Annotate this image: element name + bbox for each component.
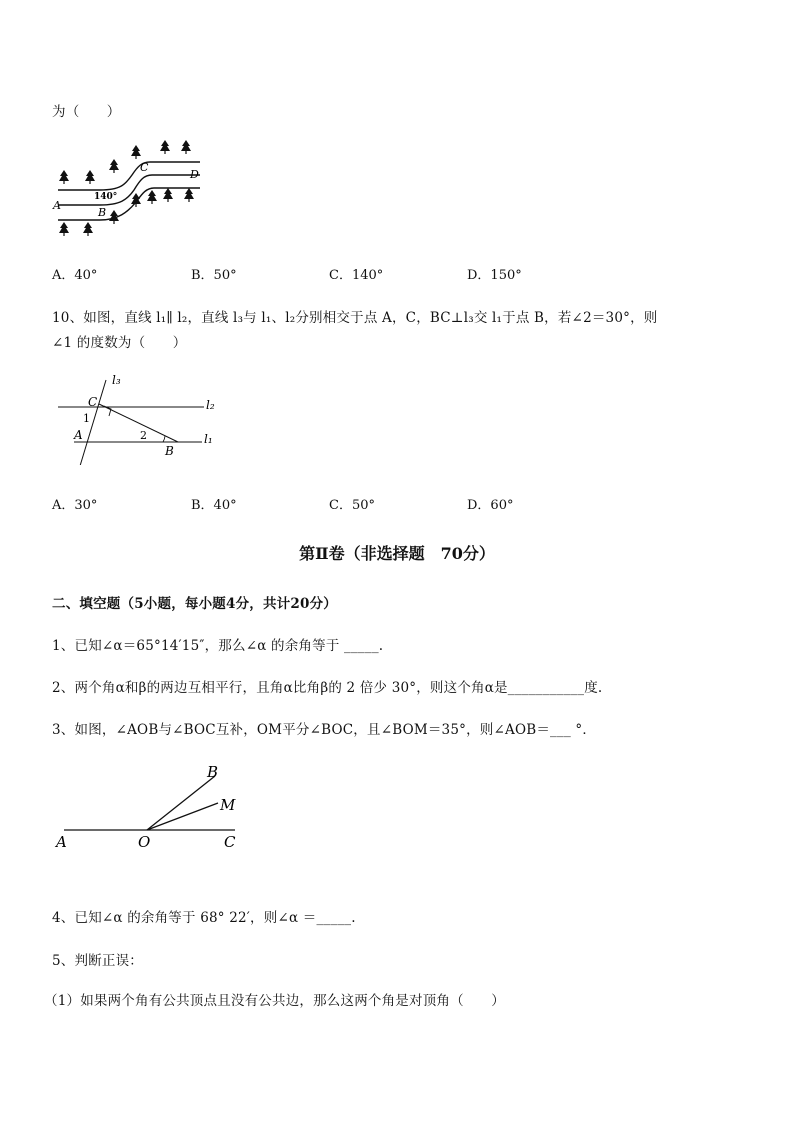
q10-label-b: B <box>165 444 174 458</box>
q10-label-l2: l₂ <box>206 398 215 412</box>
q9-label-c: C <box>140 161 149 174</box>
fill-q5-1: （1）如果两个角有公共顶点且没有公共边，那么这两个角是对顶角（ ） <box>44 993 505 1009</box>
fill-in-heading: 二、填空题（5小题，每小题4分，共计20分） <box>52 596 337 612</box>
fill-q1: 1、已知∠α＝65°14′15″，那么∠α 的余角等于 _____. <box>52 638 384 654</box>
q3-label-o: O <box>138 833 151 851</box>
fill-q3-figure <box>50 760 250 855</box>
q10-option-a: A．30° <box>52 498 98 513</box>
q9-stem-tail: 为（ ） <box>52 104 121 120</box>
fill-q3: 3、如图，∠AOB与∠BOC互补，OM平分∠BOC，且∠BOM＝35°，则∠AOB＝___ °． <box>52 722 597 738</box>
fill-q2: 2、两个角α和β的两边互相平行，且角α比角β的 2 倍少 30°，则这个角α是___________度. <box>52 680 603 696</box>
q10-option-b: B．40° <box>191 498 237 513</box>
q10-figure <box>50 370 230 465</box>
q9-option-b: B．50° <box>191 268 237 283</box>
q3-label-c: C <box>224 833 236 851</box>
q10-option-c: C．50° <box>329 498 375 513</box>
q10-label-l3: l₃ <box>112 373 121 387</box>
q10-label-a: A <box>74 428 83 442</box>
q3-label-b: B <box>207 763 219 781</box>
q10-angle-1: 1 <box>83 412 90 425</box>
fill-q4: 4、已知∠α 的余角等于 68° 22′，则∠α ＝_____. <box>52 910 356 926</box>
q3-label-a: A <box>56 833 67 851</box>
q3-label-m: M <box>220 796 236 814</box>
q10-stem-line2: ∠1 的度数为（ ） <box>52 335 187 351</box>
q10-label-c: C <box>88 395 98 409</box>
q9-angle-label: 140° <box>94 192 118 202</box>
q9-river-figure <box>50 140 210 240</box>
q10-options <box>52 494 612 514</box>
q9-label-b: B <box>98 206 107 219</box>
fill-q5: 5、判断正误： <box>52 953 143 969</box>
q10-stem-line1: 10、如图，直线 l₁∥ l₂，直线 l₃与 l₁、l₂分别相交于点 A，C，BC⊥l₃交 l₁于点 B，若∠2＝30°，则 <box>52 310 658 326</box>
q10-angle-2: 2 <box>140 429 147 442</box>
q9-options <box>52 264 612 284</box>
q10-label-l1: l₁ <box>204 432 213 446</box>
q10-option-d: D．60° <box>467 498 514 513</box>
section-2-title: 第Ⅱ卷（非选择题 70分） <box>299 544 495 563</box>
q9-option-a: A．40° <box>52 268 98 283</box>
q9-option-c: C．140° <box>329 268 384 283</box>
q9-option-d: D．150° <box>467 268 522 283</box>
q9-label-a: A <box>53 199 61 212</box>
q9-label-d: D <box>190 168 199 181</box>
